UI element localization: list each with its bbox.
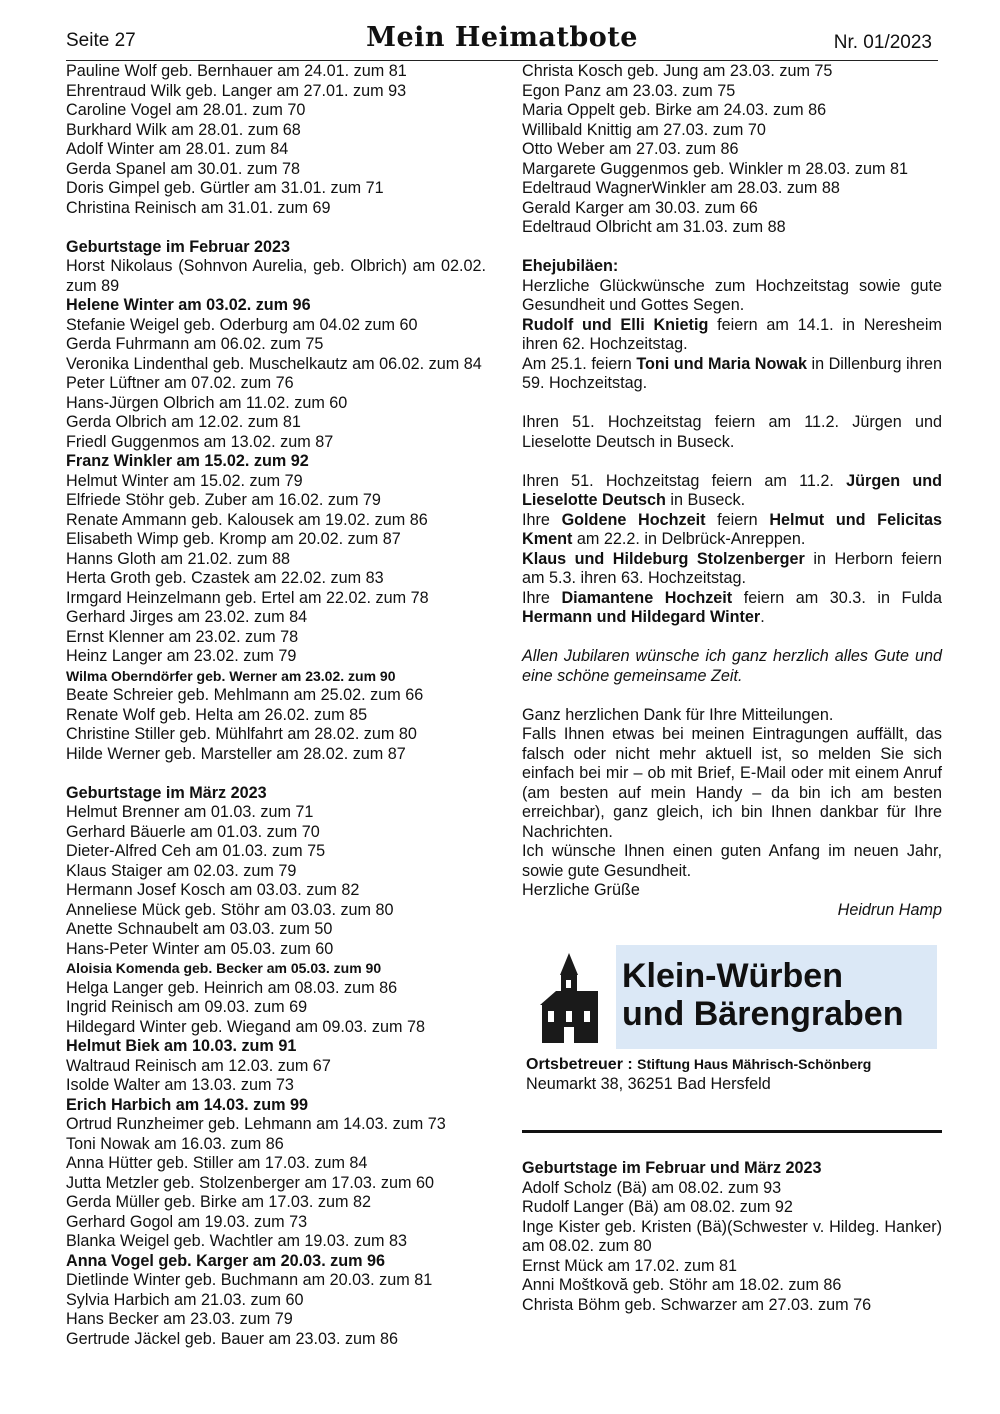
list-item: Aloisia Komenda geb. Becker am 05.03. zum 90: [66, 960, 382, 976]
anniversary-text: .: [760, 608, 765, 626]
list-item: Sylvia Harbich am 21.03. zum 60: [66, 1290, 304, 1309]
anniversary-text: in Herborn feiern am 5.3. ihren 63. Hochzeitstag.: [522, 549, 942, 587]
list-item: Adolf Scholz (Bä) am 08.02. zum 93: [522, 1178, 782, 1197]
list-item: Jutta Metzler geb. Stolzenberger am 17.03. zum 60: [66, 1173, 435, 1192]
list-item: Renate Ammann geb. Kalousek am 19.02. zum 86: [66, 510, 428, 529]
list-item: Erich Harbich am 14.03. zum 99: [66, 1095, 309, 1114]
list-item: Hildegard Winter geb. Wiegand am 09.03. zum 78: [66, 1017, 426, 1036]
anniversary-text: Am 25.1. feiern: [522, 354, 637, 373]
list-item: Gerald Karger am 30.03. zum 66: [522, 198, 758, 217]
notice-text: Falls Ihnen etwas bei meinen Eintragungen auffällt, das falsch oder nicht mehr aktuell ist, so melden Sie sich einfach bei mir – ob mit Brief, E-Mail oder mit einem Anruf (am besten auf mein Handy – da bin ich am besten erreichbar), ganz gleich, ich bin Ihnen dankbar für Ihre Nachrichten.: [522, 725, 942, 841]
anniversary-type: Goldene Hochzeit: [561, 510, 706, 529]
list-item: Helmut Brenner am 01.03. zum 71: [66, 803, 314, 821]
list-item: Anni Moštkovă geb. Stöhr am 18.02. zum 86: [522, 1276, 842, 1294]
couple-names: Jürgen und Lieselotte Deutsch: [522, 471, 942, 509]
anniversary-entry: [522, 511, 942, 550]
list-item: Gerhard Jirges am 23.02. zum 84: [66, 608, 308, 626]
church-icon: [536, 953, 602, 1045]
list-item: Klaus Staiger am 02.03. zum 79: [66, 861, 297, 880]
list-item: Anette Schnaubelt am 03.03. zum 50: [66, 920, 333, 938]
ortsbetreuer-name: Stiftung Haus Mährisch-Schönberg: [637, 1056, 872, 1072]
list-item: Renate Wolf geb. Helta am 26.02. zum 85: [66, 705, 368, 724]
list-item: Ehrentraud Wilk geb. Langer am 27.01. zum 93: [66, 81, 407, 100]
list-item: Gerda Fuhrmann am 06.02. zum 75: [66, 335, 324, 353]
list-item: Waltraud Reinisch am 12.03. zum 67: [66, 1056, 331, 1075]
list-item: Edeltraud WagnerWinkler am 28.03. zum 88: [522, 179, 840, 197]
right-column: [522, 62, 942, 1315]
list-item: Irmgard Heinzelmann geb. Ertel am 22.02. zum 78: [66, 588, 429, 607]
page-number: Seite 27: [66, 30, 136, 51]
section-divider: [522, 1130, 942, 1133]
list-item: Gertrude Jäckel geb. Bauer am 23.03. zum 86: [66, 1329, 399, 1348]
section-title-line1: Klein-Würben: [622, 957, 843, 995]
list-item: Veronika Lindenthal geb. Muschelkautz am 06.02. zum 84: [66, 354, 482, 373]
couple-names: Hermann und Hildegard Winter: [522, 608, 761, 626]
list-item: Peter Lüftner am 07.02. zum 76: [66, 374, 294, 392]
list-item: Edeltraud Olbricht am 31.03. zum 88: [522, 218, 786, 236]
anniversaries-intro: Herzliche Glückwünsche zum Hochzeitstag sowie gute Gesundheit und Gottes Segen.: [522, 276, 942, 314]
list-item: Wilma Oberndörfer geb. Werner am 23.02. zum 90: [66, 667, 396, 684]
anniversary-text: Ihre: [522, 588, 562, 607]
list-item: Gerda Spanel am 30.01. zum 78: [66, 159, 300, 178]
list-item: Hanns Gloth am 21.02. zum 88: [66, 549, 291, 568]
list-item: Herta Groth geb. Czastek am 22.02. zum 83: [66, 569, 384, 587]
list-item: Hans Becker am 23.03. zum 79: [66, 1310, 293, 1328]
list-item: Friedl Guggenmos am 13.02. zum 87: [66, 432, 334, 451]
list-item: Hans-Jürgen Olbrich am 11.02. zum 60: [66, 393, 348, 412]
anniversary-entry: Ihren 51. Hochzeitstag feiern am 11.2. Jürgen und Lieselotte Deutsch in Buseck.: [522, 413, 942, 451]
couple-names: Helmut und Felicitas Kment: [522, 510, 942, 548]
list-item: Ortrud Runzheimer geb. Lehmann am 14.03. zum 73: [66, 1115, 446, 1133]
list-item: Hilde Werner geb. Marsteller am 28.02. zum 87: [66, 744, 406, 763]
list-item: Helmut Winter am 15.02. zum 79: [66, 471, 303, 490]
anniversary-text: in Dillenburg ihren 59. Hochzeitstag.: [522, 354, 942, 392]
couple-names: Rudolf und Elli Knietig: [522, 315, 709, 334]
list-item: Blanka Weigel geb. Wachtler am 19.03. zum 83: [66, 1232, 408, 1250]
list-item: Christine Stiller geb. Mühlfahrt am 28.02. zum 80: [66, 725, 417, 743]
list-item: Caroline Vogel am 28.01. zum 70: [66, 101, 306, 119]
couple-names: Klaus und Hildeburg Stolzenberger: [522, 549, 805, 568]
list-item: Dietlinde Winter geb. Buchmann am 20.03. zum 81: [66, 1271, 433, 1289]
ortsbetreuer-address: Neumarkt 38, 36251 Bad Hersfeld: [526, 1074, 771, 1093]
masthead-title: Mein Heimatbote: [366, 22, 638, 53]
thanks-text: Ganz herzlichen Dank für Ihre Mitteilungen.: [522, 705, 834, 724]
list-item: Gerda Olbrich am 12.02. zum 81: [66, 413, 301, 431]
list-item: Egon Panz am 23.03. zum 75: [522, 81, 736, 100]
list-item: Doris Gimpel geb. Gürtler am 31.01. zum 71: [66, 179, 384, 197]
list-item: Gerda Müller geb. Birke am 17.03. zum 82: [66, 1193, 372, 1211]
list-item: Helene Winter am 03.02. zum 96: [66, 296, 311, 314]
list-item: Hans-Peter Winter am 05.03. zum 60: [66, 939, 334, 958]
march-heading: Geburtstage im März 2023: [66, 783, 267, 802]
list-item: Stefanie Weigel geb. Oderburg am 04.02 zum 60: [66, 315, 418, 334]
ortsbetreuer-info: [522, 1055, 942, 1094]
list-item: Christa Böhm geb. Schwarzer am 27.03. zum 76: [522, 1295, 872, 1314]
anniversary-entry: [522, 589, 942, 628]
anniversary-text: Ihren 51. Hochzeitstag feiern am 11.2.: [522, 471, 847, 490]
couple-names: Toni und Maria Nowak: [636, 354, 807, 373]
list-item: Ernst Mück am 17.02. zum 81: [522, 1256, 738, 1275]
list-item: Helmut Biek am 10.03. zum 91: [66, 1037, 297, 1055]
list-item: Willibald Knittig am 27.03. zum 70: [522, 120, 766, 139]
list-item: Beate Schreier geb. Mehlmann am 25.02. zum 66: [66, 686, 424, 704]
section-banner: [522, 945, 942, 1049]
anniversary-entry: [522, 316, 942, 355]
anniversary-type: Diamantene Hochzeit: [561, 588, 733, 607]
anniversary-entry: [522, 355, 942, 394]
anniversaries-heading: Ehejubiläen:: [522, 257, 619, 275]
list-item: Elisabeth Wimp geb. Kromp am 20.02. zum 87: [66, 530, 401, 548]
page-header: [66, 22, 938, 61]
list-item: Franz Winkler am 15.02. zum 92: [66, 452, 309, 470]
list-item: Hermann Josef Kosch am 03.03. zum 82: [66, 881, 360, 899]
list-item: Maria Oppelt geb. Birke am 24.03. zum 86: [522, 101, 827, 119]
list-item: Otto Weber am 27.03. zum 86: [522, 140, 739, 158]
list-item: Burkhard Wilk am 28.01. zum 68: [66, 120, 301, 139]
anniversary-text: am 22.2. in Delbrück-Anreppen.: [572, 530, 806, 548]
anniversary-text: feiern am 30.3. in Fulda: [732, 588, 942, 607]
list-item: Elfriede Stöhr geb. Zuber am 16.02. zum 79: [66, 491, 381, 509]
issue-number: Nr. 01/2023: [833, 32, 932, 53]
list-item: Ernst Klenner am 23.02. zum 78: [66, 627, 299, 646]
list-item: Christina Reinisch am 31.01. zum 69: [66, 198, 331, 217]
list-item: Anna Hütter geb. Stiller am 17.03. zum 84: [66, 1154, 368, 1172]
list-item: Helga Langer geb. Heinrich am 08.03. zum 86: [66, 978, 398, 997]
list-item: Horst Nikolaus (Sohnvon Aurelia, geb. Olbrich) am 02.02. zum 89: [66, 257, 486, 295]
list-item: Ingrid Reinisch am 09.03. zum 69: [66, 998, 308, 1016]
wishes-text: Allen Jubilaren wünsche ich ganz herzlich alles Gute und eine schöne gemeinsame Zeit.: [522, 647, 942, 685]
anniversary-text: in Buseck.: [665, 491, 746, 509]
list-item: Anna Vogel geb. Karger am 20.03. zum 96: [66, 1251, 386, 1270]
feb-march-heading: Geburtstage im Februar und März 2023: [522, 1159, 822, 1177]
february-heading: Geburtstage im Februar 2023: [66, 237, 291, 256]
list-item: Pauline Wolf geb. Bernhauer am 24.01. zum 81: [66, 62, 407, 80]
new-year-text: Ich wünsche Ihnen einen guten Anfang im neuen Jahr, sowie gute Gesundheit.: [522, 842, 942, 880]
list-item: Rudolf Langer (Bä) am 08.02. zum 92: [522, 1198, 793, 1216]
greeting-text: Herzliche Grüße: [522, 881, 640, 899]
list-item: Gerhard Bäuerle am 01.03. zum 70: [66, 822, 320, 841]
anniversary-text: feiern: [705, 510, 770, 529]
anniversary-entry: [522, 550, 942, 589]
list-item: Isolde Walter am 13.03. zum 73: [66, 1076, 294, 1094]
signature: Heidrun Hamp: [837, 900, 942, 919]
section-title-line2: und Bärengraben: [622, 995, 904, 1033]
list-item: Margarete Guggenmos geb. Winkler m 28.03. zum 81: [522, 159, 908, 178]
list-item: Heinz Langer am 23.02. zum 79: [66, 647, 297, 665]
anniversary-text: feiern am 14.1. in Neresheim ihren 62. Hochzeitstag.: [522, 315, 942, 353]
list-item: Toni Nowak am 16.03. zum 86: [66, 1134, 284, 1153]
list-item: Dieter-Alfred Ceh am 01.03. zum 75: [66, 842, 326, 860]
list-item: Anneliese Mück geb. Stöhr am 03.03. zum 80: [66, 900, 394, 919]
left-column: [66, 62, 486, 1349]
section-title-box: [616, 945, 937, 1049]
list-item: Adolf Winter am 28.01. zum 84: [66, 140, 289, 158]
anniversary-text: Ihre: [522, 510, 562, 529]
list-item: Gerhard Gogol am 19.03. zum 73: [66, 1212, 308, 1231]
ortsbetreuer-label: Ortsbetreuer :: [526, 1056, 638, 1073]
list-item: Inge Kister geb. Kristen (Bä)(Schwester v. Hildeg. Hanker) am 08.02. zum 80: [522, 1217, 942, 1255]
anniversary-entry: [522, 472, 942, 511]
list-item: Christa Kosch geb. Jung am 23.03. zum 75: [522, 62, 833, 80]
